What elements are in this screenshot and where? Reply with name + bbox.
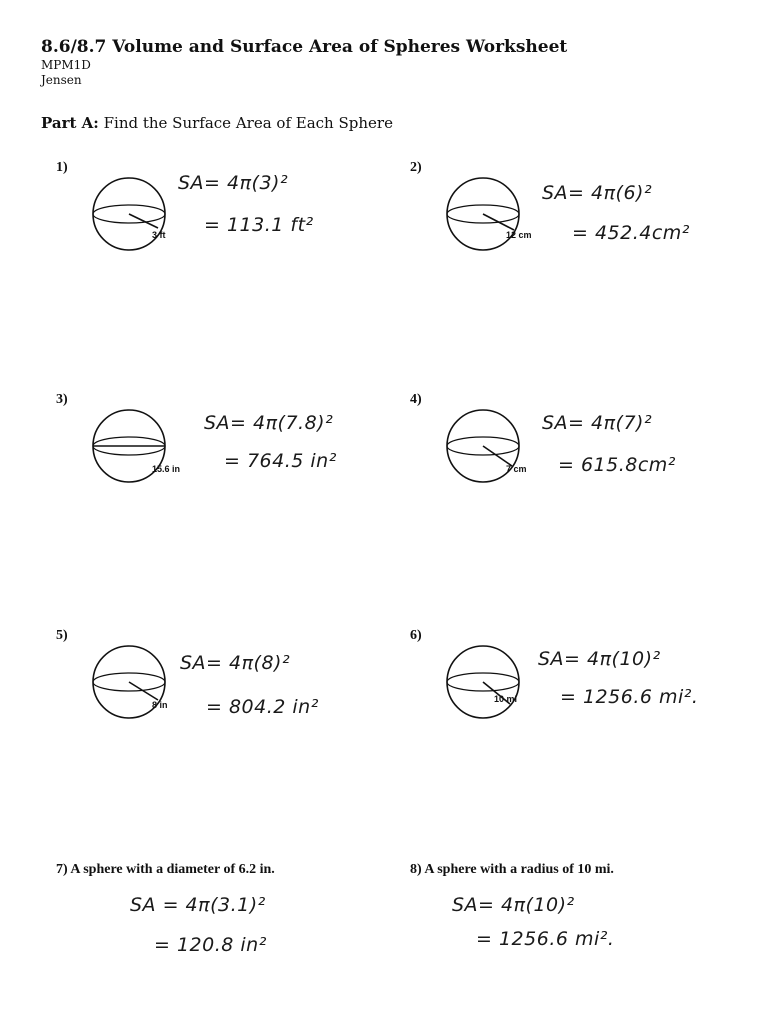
problem-6	[410, 628, 750, 758]
formula-handwriting: SA= 4π(3)²	[178, 172, 289, 194]
radius-label: 7 cm	[506, 464, 527, 474]
radius-label: 15.6 in	[152, 464, 181, 474]
problem-number: 1)	[56, 160, 68, 175]
sphere-icon	[428, 406, 538, 486]
problem-2	[410, 160, 750, 290]
radius-label: 8 in	[152, 700, 168, 710]
problem-1	[56, 160, 396, 290]
formula-handwriting: SA = 4π(3.1)²	[130, 894, 266, 916]
problem-number: 6)	[410, 628, 422, 643]
formula-handwriting: SA= 4π(10)²	[452, 894, 575, 916]
sphere-icon	[428, 174, 538, 254]
problem-number: 2)	[410, 160, 422, 175]
word-problem-text: 8) A sphere with a radius of 10 mi.	[410, 862, 614, 877]
radius-label: 3 ft	[152, 230, 166, 240]
formula-handwriting: SA= 4π(8)²	[180, 652, 291, 674]
problem-8	[410, 862, 750, 972]
formula-handwriting: SA= 4π(7.8)²	[204, 412, 334, 434]
worksheet-header	[41, 36, 567, 88]
sphere-icon	[428, 642, 538, 722]
formula-handwriting: SA= 4π(10)²	[538, 648, 661, 670]
formula-handwriting: SA= 4π(6)²	[542, 182, 653, 204]
answer-handwriting: = 120.8 in²	[154, 934, 267, 956]
answer-handwriting: = 1256.6 mi².	[560, 686, 699, 708]
problem-number: 5)	[56, 628, 68, 643]
sphere-icon	[74, 642, 184, 722]
problem-3	[56, 392, 396, 522]
part-a-instruction: Find the Surface Area of Each Sphere	[103, 114, 393, 132]
answer-handwriting: = 764.5 in²	[224, 450, 337, 472]
problem-7	[56, 862, 396, 972]
teacher-name: Jensen	[41, 73, 82, 87]
problem-4	[410, 392, 750, 522]
part-a-label: Part A:	[41, 114, 99, 132]
answer-handwriting: = 452.4cm²	[572, 222, 690, 244]
radius-label: 10 mi	[494, 694, 518, 704]
worksheet-title: 8.6/8.7 Volume and Surface Area of Spheres Worksheet	[41, 37, 568, 57]
answer-handwriting: = 804.2 in²	[206, 696, 319, 718]
answer-handwriting: = 1256.6 mi².	[476, 928, 615, 950]
problem-5	[56, 628, 396, 758]
word-problem-text: 7) A sphere with a diameter of 6.2 in.	[56, 862, 275, 877]
radius-label: 12 cm	[506, 230, 532, 240]
sphere-icon	[74, 406, 184, 486]
sphere-icon	[74, 174, 184, 254]
problem-number: 4)	[410, 392, 422, 407]
answer-handwriting: = 113.1 ft²	[204, 214, 314, 236]
part-a-heading	[41, 114, 393, 132]
formula-handwriting: SA= 4π(7)²	[542, 412, 653, 434]
course-code: MPM1D	[41, 58, 91, 72]
answer-handwriting: = 615.8cm²	[558, 454, 676, 476]
problem-number: 3)	[56, 392, 68, 407]
